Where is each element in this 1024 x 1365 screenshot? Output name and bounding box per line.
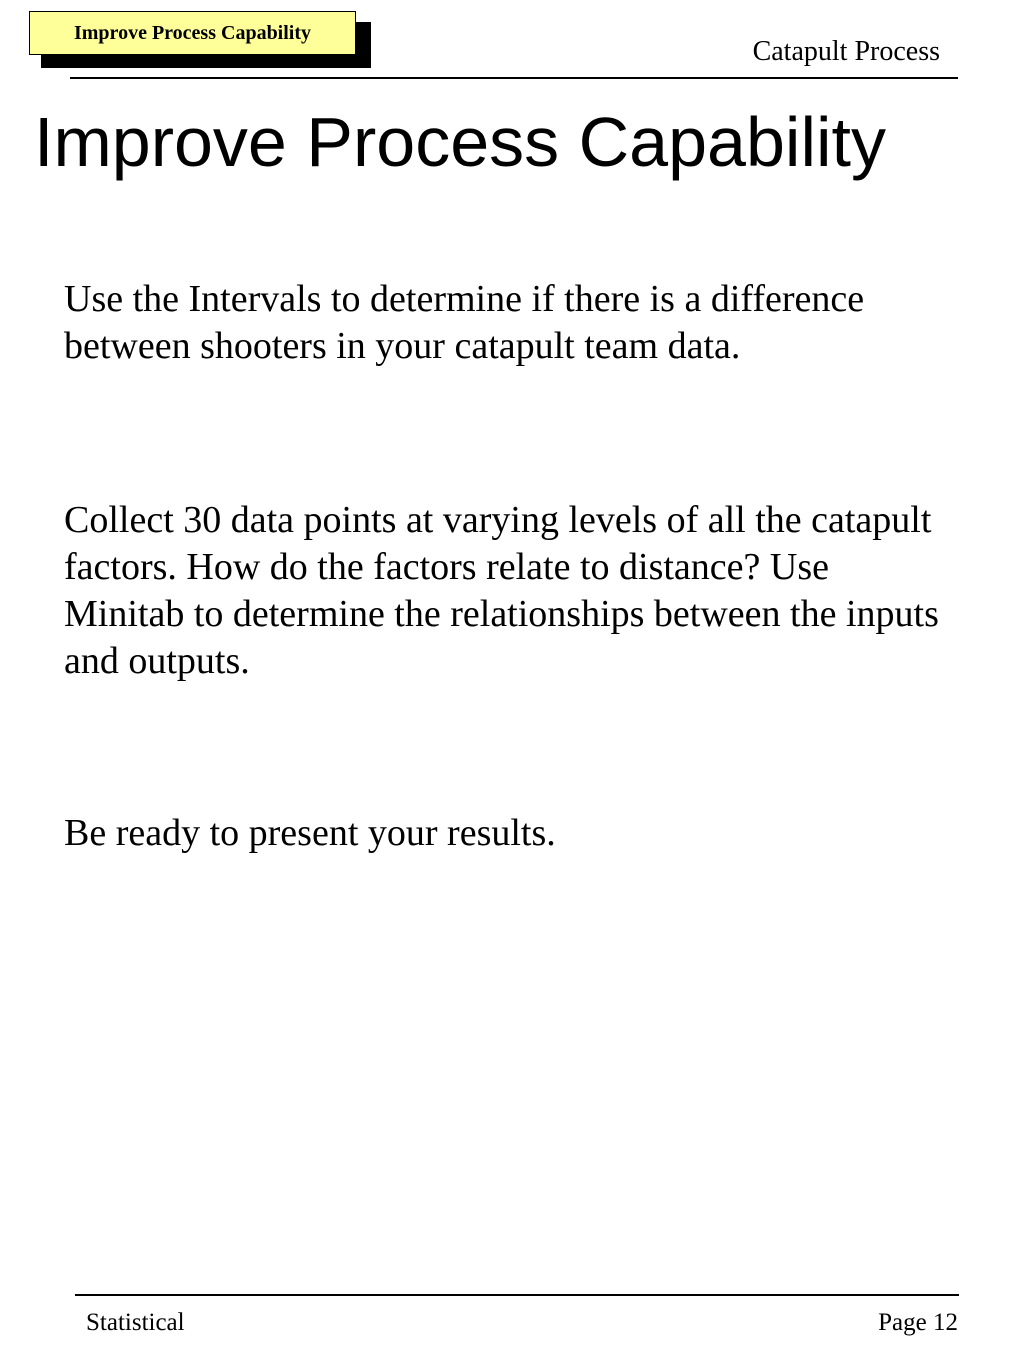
footer-label: Statistical	[86, 1309, 185, 1336]
page-title: Improve Process Capability	[34, 103, 886, 181]
body-paragraph-data-collection: Collect 30 data points at varying levels of all the catapult factors. How do the factors relate to distance? Use Minitab to determine the relationships between the inputs and outputs.	[64, 499, 939, 682]
header-divider	[70, 77, 958, 79]
header-tab-label: Improve Process Capability	[29, 11, 356, 55]
page-number: Page 12	[878, 1309, 958, 1336]
section-header: Catapult Process	[752, 36, 940, 67]
footer-divider	[75, 1294, 959, 1296]
body-paragraph-intervals: Use the Intervals to determine if there is a difference between shooters in your catapult team data.	[64, 278, 865, 367]
body-paragraph-present: Be ready to present your results.	[64, 812, 556, 854]
